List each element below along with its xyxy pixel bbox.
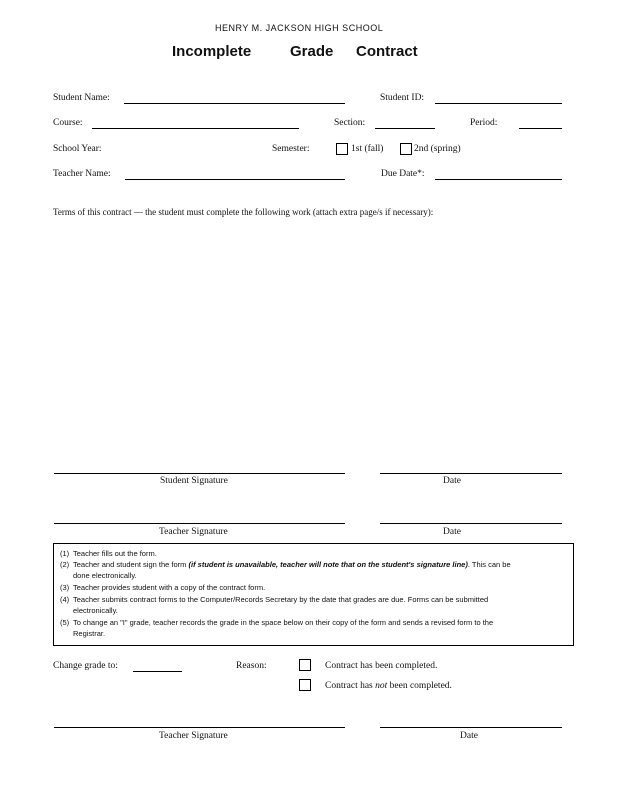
student-date-line[interactable] bbox=[380, 473, 562, 474]
period-field[interactable] bbox=[519, 128, 562, 129]
terms-text: Terms of this contract — the student must complete the following work (attach extra page/s if necessary): bbox=[53, 207, 434, 217]
instruction-2: (2) Teacher and student sign the form (if student is unavailable, teacher will note that on the student's signature line). This can be bbox=[60, 560, 511, 569]
period-label: Period: bbox=[470, 118, 498, 128]
instructions-box bbox=[53, 543, 574, 646]
final-date-label: Date bbox=[460, 731, 478, 741]
school-year-label: School Year: bbox=[53, 144, 102, 154]
due-date-field[interactable] bbox=[435, 179, 562, 180]
student-id-label: Student ID: bbox=[380, 93, 425, 103]
semester-spring-label: 2nd (spring) bbox=[414, 144, 461, 154]
student-date-label: Date bbox=[443, 476, 461, 486]
form-title-word-2: Grade bbox=[290, 43, 334, 60]
due-date-label: Due Date*: bbox=[381, 169, 425, 179]
change-grade-label: Change grade to: bbox=[53, 661, 118, 671]
student-id-field[interactable] bbox=[435, 103, 562, 104]
final-date-line[interactable] bbox=[380, 727, 562, 728]
reason-label: Reason: bbox=[236, 661, 267, 671]
student-name-label: Student Name: bbox=[53, 93, 110, 103]
teacher-signature-label: Teacher Signature bbox=[159, 527, 228, 537]
instruction-4-cont: electronically. bbox=[73, 606, 118, 615]
not-completed-label: Contract has not been completed. bbox=[325, 681, 452, 691]
school-name: HENRY M. JACKSON HIGH SCHOOL bbox=[215, 23, 384, 33]
completed-label: Contract has been completed. bbox=[325, 661, 438, 671]
teacher-name-label: Teacher Name: bbox=[53, 169, 111, 179]
semester-fall-label: 1st (fall) bbox=[351, 144, 384, 154]
final-teacher-signature-label: Teacher Signature bbox=[159, 731, 228, 741]
semester-label: Semester: bbox=[272, 144, 310, 154]
instruction-5: (5) To change an "I" grade, teacher records the grade in the space below on their copy of the form and sends a revised form to the bbox=[60, 618, 494, 627]
completed-checkbox[interactable] bbox=[299, 659, 311, 671]
student-signature-line[interactable] bbox=[54, 473, 345, 474]
course-label: Course: bbox=[53, 118, 83, 128]
not-completed-checkbox[interactable] bbox=[299, 679, 311, 691]
teacher-date-line[interactable] bbox=[380, 523, 562, 524]
course-field[interactable] bbox=[92, 128, 299, 129]
final-teacher-signature-line[interactable] bbox=[54, 727, 345, 728]
student-name-field[interactable] bbox=[124, 103, 345, 104]
instruction-4: (4) Teacher submits contract forms to the Computer/Records Secretary by the date that grades are due. Forms can be submitted bbox=[60, 595, 489, 604]
instruction-1: (1) Teacher fills out the form. bbox=[60, 549, 157, 558]
section-label: Section: bbox=[334, 118, 366, 128]
instruction-3: (3) Teacher provides student with a copy of the contract form. bbox=[60, 583, 266, 592]
semester-fall-checkbox[interactable] bbox=[336, 143, 348, 155]
instruction-2-cont: done electronically. bbox=[73, 571, 137, 580]
teacher-date-label: Date bbox=[443, 527, 461, 537]
terms-work-area[interactable] bbox=[53, 222, 562, 467]
teacher-name-field[interactable] bbox=[125, 179, 345, 180]
teacher-signature-line[interactable] bbox=[54, 523, 345, 524]
form-title-word-1: Incomplete bbox=[172, 43, 252, 60]
form-title-word-3: Contract bbox=[356, 43, 418, 60]
change-grade-field[interactable] bbox=[133, 671, 182, 672]
student-signature-label: Student Signature bbox=[160, 476, 228, 486]
semester-spring-checkbox[interactable] bbox=[400, 143, 412, 155]
section-field[interactable] bbox=[375, 128, 435, 129]
instruction-5-cont: Registrar. bbox=[73, 629, 106, 638]
